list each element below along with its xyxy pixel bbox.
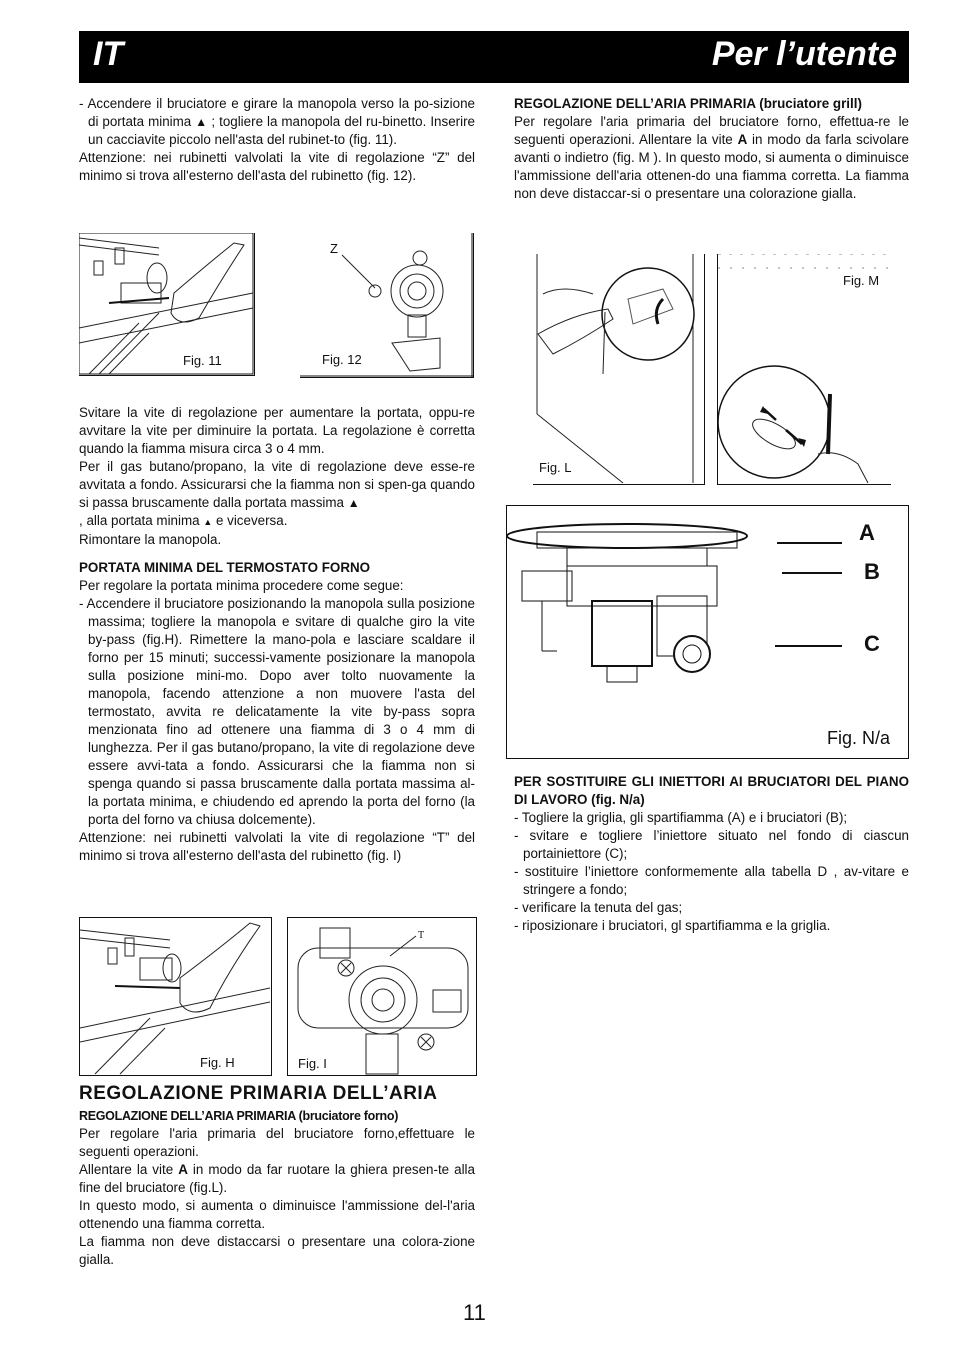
flame-max-icon: ▲ <box>195 115 208 129</box>
left-column-top <box>79 95 475 185</box>
fig12-z-label: Z <box>330 241 338 256</box>
figI-t-label: T <box>418 930 425 941</box>
figNa-a-label: A <box>859 520 875 545</box>
flame-max-icon: ▲ <box>347 496 360 510</box>
page-number: 11 <box>463 1300 486 1325</box>
paragraph: Allentare la vite A in modo da far ruotare la ghiera presen-te alla fine del bruciatore (fig.L). <box>79 1162 475 1195</box>
figH-drawing <box>80 918 271 1075</box>
figure-i <box>287 917 477 1076</box>
figM-label: Fig. M <box>843 273 880 288</box>
paragraph: La fiamma non deve distaccarsi o presentare una colora-zione gialla. <box>79 1234 475 1267</box>
figure-h <box>79 917 272 1076</box>
figM-drawing <box>718 254 891 484</box>
section-heading: REGOLAZIONE DELL’ARIA PRIMARIA (bruciatore grill) <box>514 96 862 111</box>
figure-m <box>717 254 891 485</box>
figNa-label: Fig. N/a <box>827 728 891 748</box>
section-subheading: REGOLAZIONE DELL’ARIA PRIMARIA (bruciatore forno) <box>79 1109 399 1123</box>
list-item: - Togliere la griglia, gli spartifiamma (A) e i bruciatori (B); <box>514 810 848 825</box>
language-code: IT <box>93 35 124 73</box>
section-heading: PER SOSTITUIRE GLI INIETTORI AI BRUCIATORI DEL PIANO DI LAVORO (fig. N/a) <box>514 774 909 807</box>
fig11-label: Fig. 11 <box>183 353 222 368</box>
figNa-drawing <box>507 506 908 758</box>
right-column-bottom <box>514 773 909 935</box>
list-item: - riposizionare i bruciatori, gl spartifiamma e la griglia. <box>514 918 831 933</box>
page-header <box>79 31 909 83</box>
paragraph: Rimontare la manopola. <box>79 532 222 547</box>
paragraph: Per il gas butano/propano, la vite di regolazione deve esse-re avvitata a fondo. Assicurarsi che la fiamma non si spen-ga quando si passa bruscamente dalla portata massima ▲ , alla portata minima ▲ e viceversa. <box>79 459 475 528</box>
paragraph: Per regolare l'aria primaria del bruciatore forno,effettuare le seguenti operazioni. <box>79 1126 475 1159</box>
paragraph: - Accendere il bruciatore posizionando la manopola sulla posizione massima; togliere la manopola e svitare di qualche giro la vite by-pass (fig.H). Rimettere la mano-pola e lasciare scaldare il forno per 15 minuti; successi-vamente posizionare la manopola sulla posizione mini-mo. Dopo aver tolto nuovamente la manopola, facendo attenzione a non muovere l'asta del termostato, avvita re delicatamente la vite by-pass sopra menzionata fino ad ottenere una fiamma di 3 o 4 mm di lunghezza. Per il gas butano/propano, la vite di regolazione deve essere avvi-tata a fondo. Assicurarsi che la fiamma non si spenga quando si passa bruscamente dalla portata massima al-la portata minima, e chiudendo ed aprendo la porta del forno (la porta del forno va chiusa dolcemente). <box>79 596 475 827</box>
section-heading: PORTATA MINIMA DEL TERMOSTATO FORNO <box>79 560 371 575</box>
paragraph: Attenzione: nei rubinetti valvolati la vite di regolazione “Z” del minimo si trova all'esterno dell'asta del rubinetto (fig. 12). <box>79 150 475 183</box>
figure-n-a <box>506 505 909 759</box>
paragraph: Per regolare la portata minima procedere come segue: <box>79 578 404 593</box>
right-column-top <box>514 95 909 203</box>
figNa-c-label: C <box>864 631 880 656</box>
list-item: - svitare e togliere l’iniettore situato nel fondo di ciascun portainiettore (C); <box>514 828 909 861</box>
paragraph: Svitare la vite di regolazione per aumentare la portata, oppu-re avvitare la vite per diminuire la portata. La regolazione è corretta quando la fiamma misura circa 3 o 4 mm. <box>79 405 475 456</box>
paragraph: In questo modo, si aumenta o diminuisce l'ammissione del-l'aria ottenendo una fiamma corretta. <box>79 1198 475 1231</box>
fig12-label: Fig. 12 <box>322 352 362 367</box>
left-column-middle <box>79 404 475 865</box>
figure-11 <box>79 233 255 376</box>
figure-l <box>533 254 705 485</box>
figI-drawing <box>288 918 476 1075</box>
paragraph: Per regolare l'aria primaria del bruciatore forno, effettua-re le seguenti operazioni. Allentare la vite A in modo da farla scivolare avanti o indietro (fig. M ). In questo modo, si aumenta o diminuisce l'ammissione dell'aria ottenen-do una fiamma corretta. La fiamma non deve distaccar-si o presentare una colorazione gialla. <box>514 114 909 201</box>
figL-drawing <box>533 254 704 484</box>
flame-min-icon: ▲ <box>203 517 213 527</box>
figure-12 <box>300 233 474 378</box>
figH-label: Fig. H <box>200 1055 235 1070</box>
list-item: - verificare la tenuta del gas; <box>514 900 683 915</box>
page-title: Per l’utente <box>711 35 897 73</box>
figNa-b-label: B <box>864 559 880 584</box>
paragraph: Attenzione: nei rubinetti valvolati la vite di regolazione “T” del minimo si trova all'esterno dell'asta del rubinetto (fig. I) <box>79 830 475 863</box>
figI-label: Fig. I <box>298 1056 327 1071</box>
fig11-drawing <box>79 233 254 375</box>
paragraph: - Accendere il bruciatore e girare la manopola verso la po-sizione di portata minima ▲ ; togliere la manopola del ru-binetto. Inserire un cacciavite piccolo nell'asta del rubinet-to (fig. 11). <box>79 96 475 147</box>
section-heading-large: REGOLAZIONE PRIMARIA DELL’ARIA <box>79 1083 438 1104</box>
left-column-bottom <box>79 1085 475 1269</box>
figL-label: Fig. L <box>539 460 572 475</box>
list-item: - sostituire l’iniettore conformemente alla tabella D , av-vitare e stringere a fondo; <box>514 864 909 897</box>
